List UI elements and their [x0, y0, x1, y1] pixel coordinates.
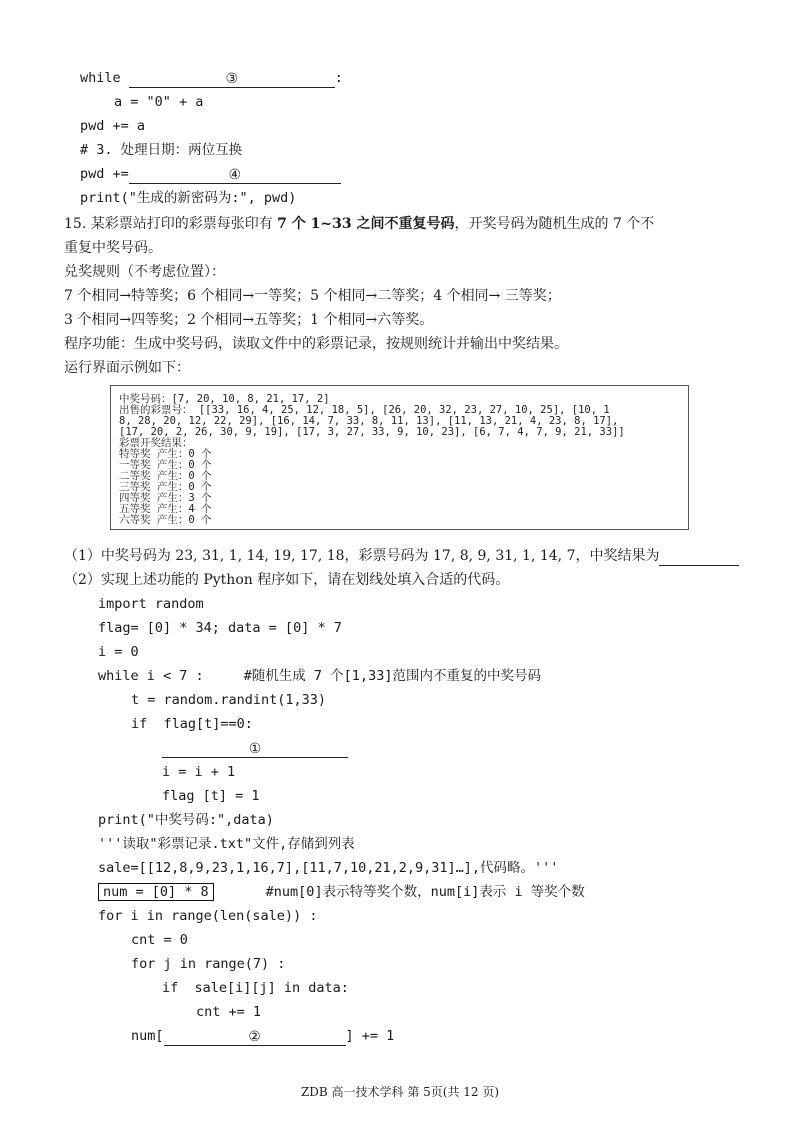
boxed-code: num = [0] * 8	[98, 883, 214, 901]
question-15-line1: 15. 某彩票站打印的彩票每张印有 7 个 1~33 之间不重复号码，开奖号码为随机生成的 7 个不	[64, 216, 655, 232]
code-line-num-init: num = [0] * 8 #num[0]表示特等奖个数，num[i]表示 i 等奖个数	[98, 882, 585, 902]
screen-line: 一等奖 产生：0 个	[119, 459, 212, 471]
answer-blank-2[interactable]: ②	[164, 1029, 346, 1046]
code-line: sale=[[12,8,9,23,1,16,7],[11,7,10,21,2,9,31]…],代码略。'''	[98, 860, 559, 876]
code-line: print("生成的新密码为:", pwd)	[80, 190, 297, 206]
function-description: 程序功能：生成中奖号码，读取文件中的彩票记录，按规则统计并输出中奖结果。	[64, 336, 568, 352]
answer-blank-1[interactable]: ①	[162, 741, 348, 758]
screen-line: 8, 28, 20, 12, 22, 29], [16, 14, 7, 33, 8, 11, 13], [11, 13, 21, 4, 23, 8, 17],	[119, 415, 619, 427]
answer-blank-4[interactable]: ④	[129, 167, 341, 184]
code-line: flag [t] = 1	[162, 788, 260, 804]
screen-line: 六等奖 产生：0 个	[119, 514, 212, 526]
page-footer: ZDB 高一技术学科 第 5页(共 12 页)	[300, 1085, 500, 1099]
answer-blank-3[interactable]: ③	[129, 71, 335, 88]
code-line: import random	[98, 596, 204, 612]
code-line: t = random.randint(1,33)	[131, 692, 327, 708]
code-line: flag= [0] * 34; data = [0] * 7	[98, 620, 342, 636]
screen-line: 中奖号码：[7, 20, 10, 8, 21, 17, 2]	[119, 393, 330, 405]
screen-line: 三等奖 产生：0 个	[119, 481, 212, 493]
code-line-num-index: num[ ② ] += 1	[131, 1028, 395, 1045]
code-line: pwd += a	[80, 118, 146, 134]
rule-title: 兑奖规则（不考虑位置）：	[64, 264, 225, 280]
screen-line: 五等奖 产生：4 个	[119, 503, 212, 515]
code-line: cnt = 0	[131, 932, 188, 948]
code-line: for j in range(7) :	[131, 956, 286, 972]
question-15-line2: 重复中奖号码。	[64, 240, 162, 256]
code-line: for i in range(len(sale)) :	[98, 908, 318, 924]
code-comment: # 3. 处理日期：两位互换	[80, 142, 243, 158]
code-line-while-loop: while i < 7 : #随机生成 7 个[1,33]范围内不重复的中奖号码	[98, 668, 541, 684]
example-caption: 运行界面示例如下：	[64, 360, 190, 376]
screen-line: 四等奖 产生：3 个	[119, 492, 212, 504]
screen-line: 特等奖 产生：0 个	[119, 448, 212, 460]
screen-line: [17, 20, 2, 26, 30, 9, 19], [17, 3, 27, 33, 9, 10, 23], [6, 7, 4, 7, 9, 21, 33]]	[119, 426, 625, 438]
screen-line: 出售的彩票号： [[33, 16, 4, 25, 12, 18, 5], [26, 20, 32, 23, 27, 10, 25], [10, 1	[119, 404, 610, 416]
output-screen	[110, 385, 689, 530]
code-line-pwd-plus: pwd += ④	[80, 164, 341, 184]
code-line: a = "0" + a	[114, 94, 204, 110]
code-line: i = i + 1	[162, 764, 236, 780]
code-line: i = 0	[98, 644, 139, 660]
rule-line-1: 7 个相同→特等奖；6 个相同→一等奖；5 个相同→二等奖；4 个相同→ 三等奖；	[64, 288, 561, 304]
code-line: if sale[i][j] in data:	[162, 980, 349, 996]
code-line: print("中奖号码:",data)	[98, 812, 274, 828]
code-line-blank-1	[162, 738, 348, 758]
code-line: if flag[t]==0:	[131, 716, 253, 732]
code-line: cnt += 1	[196, 1004, 262, 1020]
screen-line: 二等奖 产生：0 个	[119, 470, 212, 482]
rule-line-2: 3 个相同→四等奖；2 个相同→五等奖；1 个相同→六等奖。	[64, 312, 434, 328]
code-line: '''读取"彩票记录.txt"文件,存储到列表	[98, 836, 355, 852]
sub-question-2: （2）实现上述功能的 Python 程序如下，请在划线处填入合适的代码。	[64, 572, 510, 588]
screen-line: 彩票开奖结果：	[119, 437, 193, 449]
code-line-while: while ③ :	[80, 70, 343, 87]
answer-blank-result[interactable]	[659, 549, 739, 566]
sub-question-1: （1）中奖号码为 23, 31, 1, 14, 19, 17, 18，彩票号码为 17, 8, 9, 31, 1, 14, 7，中奖结果为	[64, 546, 739, 566]
